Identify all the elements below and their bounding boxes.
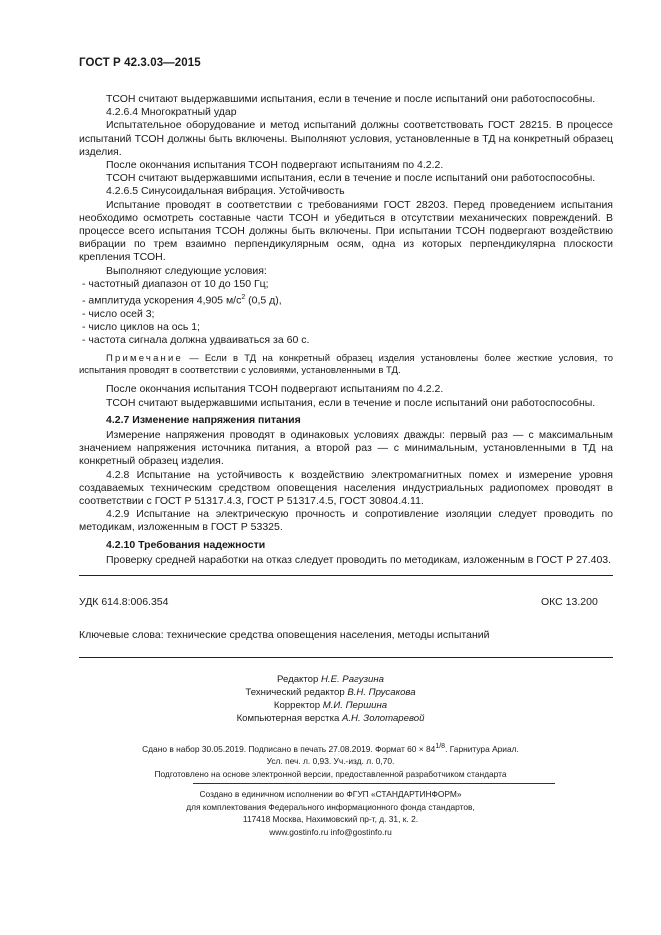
layout-label: Компьютерная верстка xyxy=(236,713,342,724)
divider-top xyxy=(79,575,613,576)
editor-line xyxy=(0,673,661,686)
note-text: — Если в ТД на конкретный образец изделия установлены более жесткие условия, то испытания проводят в соответствии с условиями, установленными в ТД. xyxy=(79,353,613,377)
keywords: Ключевые слова: технические средства оповещения населения, методы испытаний xyxy=(79,629,490,641)
list-item: - число циклов на ось 1; xyxy=(79,321,613,334)
publisher-line: для комплектования Федерального информационного фонда стандартов, xyxy=(186,801,475,812)
editor-name: Н.Е. Рагузина xyxy=(320,674,384,685)
paragraph: После окончания испытания ТСОН подвергают испытаниям по 4.2.2. xyxy=(106,159,444,172)
print-info-line: Подготовлено на основе электронной версии, предоставленной разработчиком стандарта xyxy=(154,768,507,779)
document-body xyxy=(79,93,613,567)
imprint-divider xyxy=(193,783,555,784)
section-heading: 4.2.7 Изменение напряжения питания xyxy=(106,413,301,426)
print-info-line xyxy=(0,741,661,755)
list-item xyxy=(79,291,613,308)
print-info xyxy=(0,741,661,780)
format-fraction: 1/8 xyxy=(435,743,446,750)
publisher-line: www.gostinfo.ru info@gostinfo.ru xyxy=(269,826,392,837)
publisher-line: Создано в единичном исполнении во ФГУП «СТАНДАРТИНФОРМ» xyxy=(199,789,462,799)
subsection-title: 4.2.6.4 Многократный удар xyxy=(106,106,237,119)
divider-bottom xyxy=(79,657,613,658)
page-header-code: ГОСТ Р 42.3.03—2015 xyxy=(79,57,201,69)
list-item: - частотный диапазон от 10 до 150 Гц; xyxy=(79,278,613,291)
paragraph: 4.2.9 Испытание на электрическую прочность и сопротивление изоляции следует проводить по методикам, изложенным в ГОСТ Р 53325. xyxy=(79,508,613,534)
paragraph: ТСОН считают выдержавшими испытания, если в течение и после испытаний они работоспособны. xyxy=(106,396,596,409)
paragraph: Испытание проводят в соответствии с требованиями ГОСТ 28203. Перед проведением испытания необходимо осмотреть составные части ТСОН и убедиться в отсутствии механических повреждений. В процессе всего испытания ТСОН должны быть включены. При испытании ТСОН подвергают воздействию вибрации по трем взаимно перпендикулярным осям, одна из которых перпендикулярна плоскости крепления ТСОН. xyxy=(79,198,613,264)
paragraph: После окончания испытания ТСОН подвергают испытаниям по 4.2.2. xyxy=(106,383,444,396)
section-heading: 4.2.10 Требования надежности xyxy=(106,538,266,551)
paragraph: Измерение напряжения проводят в одинаковых условиях дважды: первый раз — с максимальным значением напряжения источника питания, а второй раз — с минимальным, установленными в ТД на конкретный образец изделия. xyxy=(79,428,613,468)
corrector-label: Корректор xyxy=(273,700,323,711)
list-item: - частота сигнала должна удваиваться за 60 с. xyxy=(79,334,613,347)
publisher-line: 117418 Москва, Нахимовский пр-т, д. 31, к. 2. xyxy=(242,814,419,824)
paragraph: 4.2.8 Испытание на устойчивость к воздействию электромагнитных помех и измерение уровня создаваемых техническим средством оповещения населения индустриальных радиопомех проводят в соответствии с ГОСТ Р 51317.4.3, ГОСТ Р 51317.4.5, ГОСТ 30804.4.11. xyxy=(79,468,613,507)
publisher-info xyxy=(0,788,661,838)
tech-editor-name: В.Н. Прусакова xyxy=(347,687,416,698)
corrector-line xyxy=(0,699,661,712)
print-info-text: . Гарнитура Ариал. xyxy=(445,743,519,754)
tech-editor-label: Технический редактор xyxy=(245,687,348,698)
print-info-line: Усл. печ. л. 0,93. Уч.-изд. л. 0,70. xyxy=(266,756,395,767)
note-label: Примечание xyxy=(106,353,183,365)
imprint-credits xyxy=(0,673,661,725)
layout-name: А.Н. Золотаревой xyxy=(341,713,425,724)
paragraph: ТСОН считают выдержавшими испытания, если в течение и после испытаний они работоспособны. xyxy=(106,93,596,105)
layout-line xyxy=(0,712,661,725)
print-info-text: Сдано в набор 30.05.2019. Подписано в печать 27.08.2019. Формат 60 × 84 xyxy=(142,743,436,754)
paragraph: Выполняют следующие условия: xyxy=(106,264,267,277)
tech-editor-line xyxy=(0,686,661,699)
list-item-text: (0,5 д), xyxy=(245,294,282,307)
note xyxy=(79,353,613,377)
editor-label: Редактор xyxy=(277,674,321,685)
udk-code: УДК 614.8:006.354 xyxy=(79,596,169,608)
list-item-text: амплитуда ускорения 4,905 м/с xyxy=(88,294,242,307)
superscript: 2 xyxy=(241,294,246,302)
paragraph: ТСОН считают выдержавшими испытания, если в течение и после испытаний они работоспособны. xyxy=(106,172,596,185)
oks-code: ОКС 13.200 xyxy=(541,596,598,608)
list-item: - число осей 3; xyxy=(79,308,613,321)
subsection-title: 4.2.6.5 Синусоидальная вибрация. Устойчивость xyxy=(106,185,345,198)
paragraph: Испытательное оборудование и метод испытаний должны соответствовать ГОСТ 28215. В процессе испытаний ТСОН должны быть включены. Выполняют условия, установленные в ТД на конкретный образец изделия. xyxy=(79,119,613,158)
paragraph: Проверку средней наработки на отказ следует проводить по методикам, изложенным в ГОСТ Р 27.403. xyxy=(106,553,612,566)
corrector-name: М.И. Першина xyxy=(322,700,388,711)
